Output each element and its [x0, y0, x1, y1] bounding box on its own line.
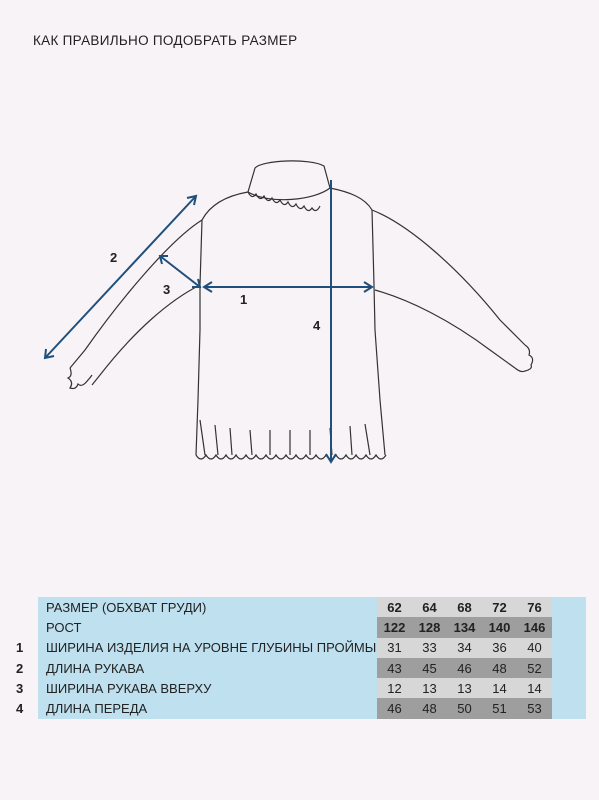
hem-ruffle	[196, 455, 386, 459]
collar-outline	[248, 161, 330, 200]
table-cell: 40	[517, 638, 552, 658]
table-cell: 50	[447, 698, 482, 718]
size-table-grid	[38, 597, 562, 719]
measure-line-2	[45, 196, 196, 358]
table-cell: 36	[482, 638, 517, 658]
table-cell: 52	[517, 658, 552, 678]
measure-label-2: 2	[110, 250, 118, 265]
header-cell: 76	[517, 597, 552, 617]
table-cell: 14	[482, 678, 517, 698]
table-cell: 140	[482, 617, 517, 637]
table-row	[38, 678, 562, 698]
page-title: КАК ПРАВИЛЬНО ПОДОБРАТЬ РАЗМЕР	[33, 33, 298, 48]
row-label: ШИРИНА ИЗДЕЛИЯ НА УРОВНЕ ГЛУБИНЫ ПРОЙМЫ	[46, 640, 377, 656]
measure-label-4: 4	[313, 318, 321, 333]
measure-label-3: 3	[163, 282, 171, 297]
table-cell: 45	[412, 658, 447, 678]
table-cell: 134	[447, 617, 482, 637]
left-cuff	[68, 368, 92, 389]
row-number: 2	[16, 661, 24, 676]
row-label: РОСТ	[46, 619, 82, 635]
left-sleeve	[70, 220, 202, 385]
measure-label-1: 1	[240, 292, 248, 307]
body-outline	[196, 188, 385, 455]
table-cell: 46	[377, 698, 412, 718]
row-number: 4	[16, 701, 24, 716]
table-row	[38, 638, 562, 658]
table-cell: 14	[517, 678, 552, 698]
table-cell: 33	[412, 638, 447, 658]
header-label: РАЗМЕР (ОБХВАТ ГРУДИ)	[46, 599, 207, 615]
right-cuff	[515, 345, 533, 372]
size-table	[38, 597, 586, 719]
table-header-row	[38, 597, 562, 617]
row-label: ДЛИНА РУКАВА	[46, 660, 145, 676]
collar-ruffle	[248, 192, 320, 211]
row-label: ШИРИНА РУКАВА ВВЕРХУ	[46, 680, 212, 696]
hem-gather	[200, 420, 370, 455]
table-row	[38, 698, 562, 718]
table-cell: 53	[517, 698, 552, 718]
table-row	[38, 658, 562, 678]
table-cell: 146	[517, 617, 552, 637]
table-cell: 13	[447, 678, 482, 698]
header-cell: 72	[482, 597, 517, 617]
table-cell: 51	[482, 698, 517, 718]
table-cell: 13	[412, 678, 447, 698]
table-cell: 128	[412, 617, 447, 637]
row-number: 3	[16, 681, 24, 696]
row-label: ДЛИНА ПЕРЕДА	[46, 701, 148, 717]
table-cell: 48	[412, 698, 447, 718]
row-number: 1	[16, 640, 24, 655]
table-cell: 48	[482, 658, 517, 678]
table-cell: 46	[447, 658, 482, 678]
table-row	[38, 617, 562, 637]
table-cell: 43	[377, 658, 412, 678]
header-cell: 68	[447, 597, 482, 617]
table-cell: 34	[447, 638, 482, 658]
table-cell: 12	[377, 678, 412, 698]
header-cell: 64	[412, 597, 447, 617]
right-sleeve	[372, 210, 525, 368]
header-cell: 62	[377, 597, 412, 617]
table-cell: 31	[377, 638, 412, 658]
table-cell: 122	[377, 617, 412, 637]
